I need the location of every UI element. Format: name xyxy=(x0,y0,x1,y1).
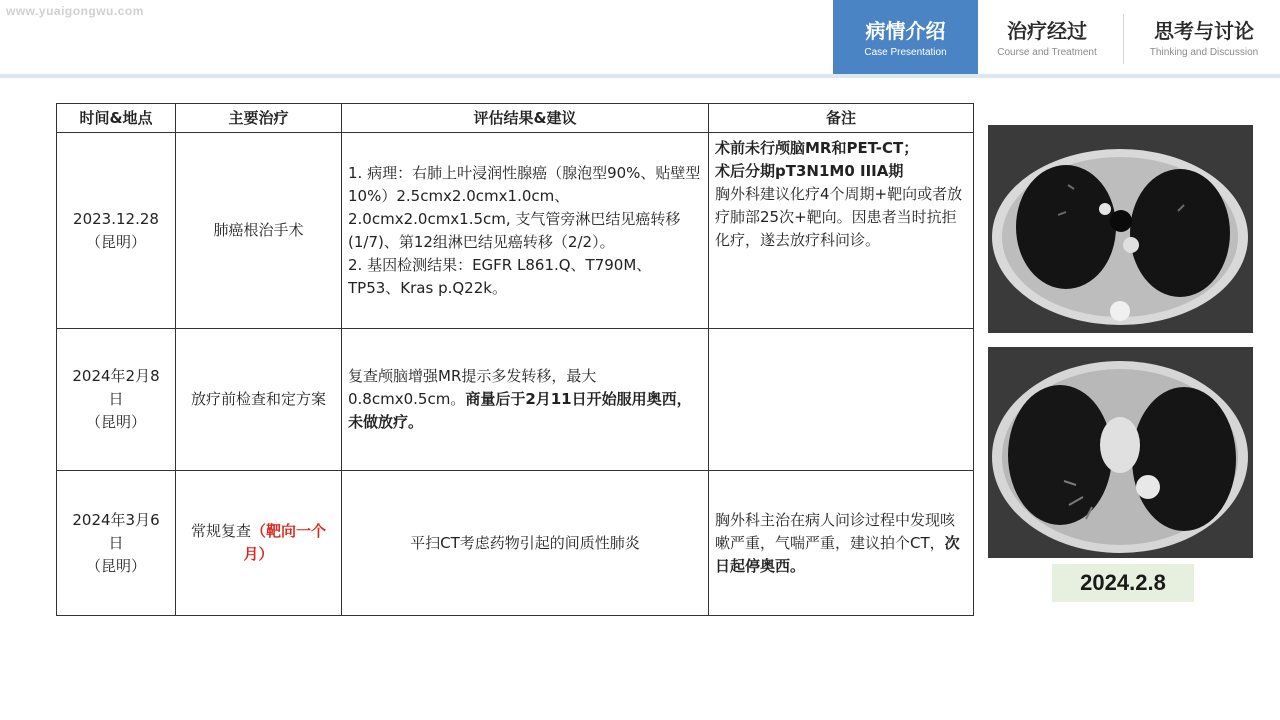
cell-notes xyxy=(709,133,974,329)
ct-scan-image-bottom xyxy=(988,347,1253,558)
evaluation-bold: 商量后于2月11日开始服用奥西，未做放疗。 xyxy=(348,390,692,431)
table-row xyxy=(57,329,974,471)
evaluation-text: 复查颅脑增强MR提示多发转移，最大0.8cmx0.5cm。 xyxy=(348,367,597,408)
cell-time-place xyxy=(57,471,176,616)
cell-treatment xyxy=(176,471,342,616)
cell-notes xyxy=(709,471,974,616)
row-place: （昆明） xyxy=(85,556,146,575)
cell-time-place xyxy=(57,329,176,471)
cell-notes xyxy=(709,329,974,471)
row-date-suffix: 日 xyxy=(108,533,124,552)
row-date: 2024年3月6 xyxy=(72,510,160,529)
pathology-result: 1. 病理：右肺上叶浸润性腺癌（腺泡型90%、贴壁型10%）2.5cmx2.0cmx1.0cm、2.0cmx2.0cmx1.5cm, 支气管旁淋巴结见癌转移(1/7)、第12组淋巴结见癌转移（2/2）。 xyxy=(348,163,701,251)
note-bold: 次日起停奥西。 xyxy=(715,533,960,575)
row-date: 2024年2月8 xyxy=(72,367,160,385)
cell-evaluation: 平扫CT考虑药物引起的间质性肺炎 xyxy=(342,471,709,616)
treatment-highlight: （靶向一个月） xyxy=(243,522,327,563)
note-bold-line: 术前未行颅脑MR和PET-CT； xyxy=(715,139,919,157)
tab-label-zh: 思考与讨论 xyxy=(1154,18,1254,43)
row-place: （昆明） xyxy=(85,232,146,251)
note-text: 胸外科主治在病人问诊过程中发现咳嗽严重，气喘严重，建议拍个CT， xyxy=(715,510,956,552)
tab-label-zh: 病情介绍 xyxy=(865,18,946,43)
header-time-place: 时间&地点 xyxy=(57,104,176,133)
cell-treatment: 放疗前检查和定方案 xyxy=(176,329,342,471)
table-row xyxy=(57,133,974,329)
treatment-table xyxy=(56,103,974,616)
header-divider xyxy=(0,74,1280,78)
watermark: www.yuaigongwu.com xyxy=(6,4,144,18)
header-notes: 备注 xyxy=(709,104,974,133)
cell-evaluation xyxy=(342,329,709,471)
row-date: 2023.12.28 xyxy=(73,209,159,228)
tab-label-en: Thinking and Discussion xyxy=(1149,46,1259,58)
header-evaluation: 评估结果&建议 xyxy=(342,104,709,133)
tab-case-presentation[interactable] xyxy=(833,0,978,77)
row-place: （昆明） xyxy=(85,413,146,431)
tab-label-en: Case Presentation xyxy=(864,46,947,58)
cell-evaluation xyxy=(342,133,709,329)
cell-time-place xyxy=(57,133,176,329)
note-text: 胸外科建议化疗4个周期+靶向或者放疗肺部25次+靶向。因患者当时抗拒化疗，遂去放疗科问诊。 xyxy=(715,185,963,249)
row-date-suffix: 日 xyxy=(108,390,124,408)
image-date-caption: 2024.2.8 xyxy=(1052,564,1194,602)
header-main-treatment: 主要治疗 xyxy=(176,104,342,133)
note-staging: 术后分期pT3N1M0 IIIA期 xyxy=(715,162,904,180)
tab-course-and-treatment[interactable] xyxy=(980,0,1114,77)
cell-treatment: 肺癌根治手术 xyxy=(176,133,342,329)
tab-label-en: Course and Treatment xyxy=(997,46,1097,58)
gene-test-result: 2. 基因检测结果：EGFR L861.Q、T790M、TP53、Kras p.Q22k。 xyxy=(348,255,652,297)
ct-scan-image-top xyxy=(988,125,1253,333)
tab-thinking-and-discussion[interactable] xyxy=(1134,0,1274,77)
tab-label-zh: 治疗经过 xyxy=(1007,18,1087,43)
tab-divider xyxy=(1123,14,1124,64)
treatment-text: 常规复查 xyxy=(190,522,251,540)
table-header-row xyxy=(57,104,974,133)
table-row xyxy=(57,471,974,616)
